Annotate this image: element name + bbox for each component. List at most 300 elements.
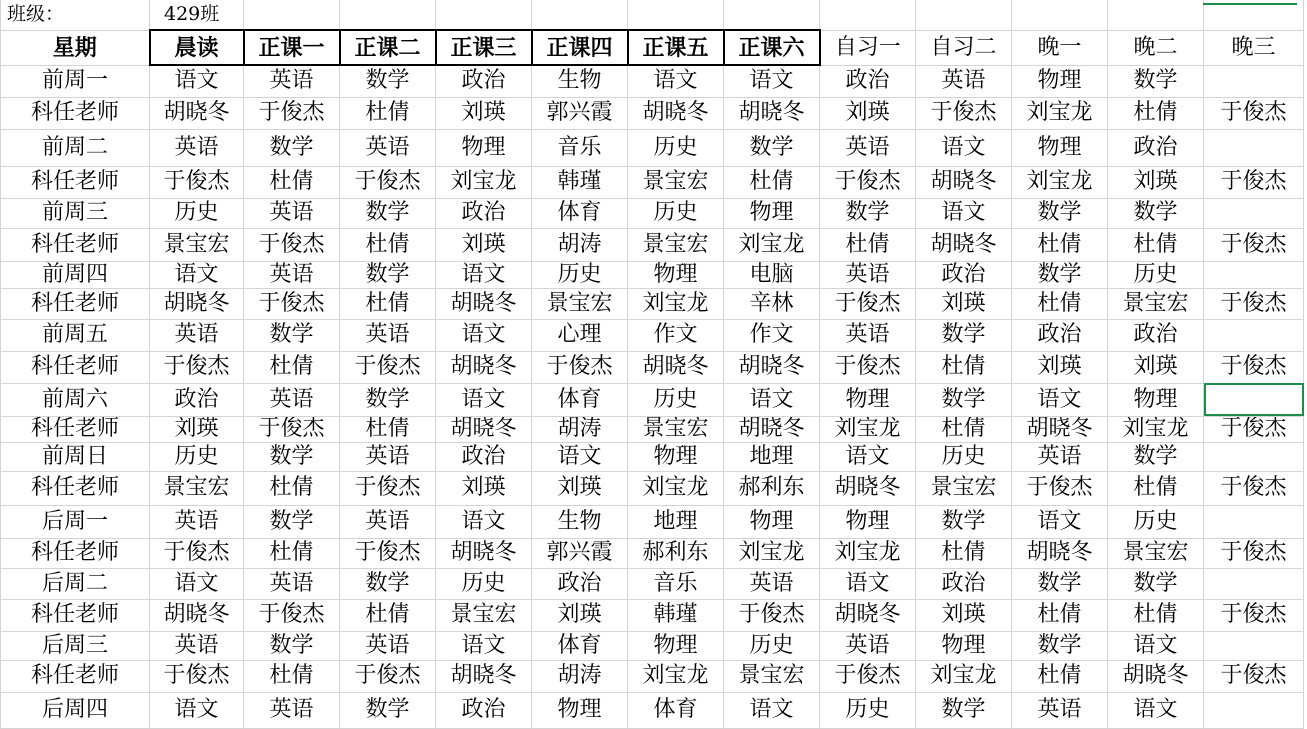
teacher-cell[interactable]: 刘宝龙 [628, 471, 724, 505]
subject-cell[interactable]: 英语 [340, 319, 436, 351]
subject-cell[interactable]: 数学 [1108, 568, 1204, 599]
teacher-cell[interactable]: 刘瑛 [916, 599, 1012, 631]
weekday-label[interactable]: 前周六 [1, 383, 150, 416]
subject-cell[interactable] [1204, 129, 1304, 166]
teacher-cell[interactable]: 于俊杰 [820, 351, 916, 383]
teacher-cell[interactable]: 辛林 [724, 288, 820, 319]
header-period[interactable]: 正课五 [628, 30, 724, 65]
teacher-cell[interactable]: 刘瑛 [150, 416, 244, 442]
subject-cell[interactable]: 数学 [244, 505, 340, 538]
empty-cell[interactable] [724, 0, 820, 30]
teacher-cell[interactable]: 于俊杰 [150, 538, 244, 568]
subject-cell[interactable]: 语文 [820, 568, 916, 599]
teacher-row-label[interactable]: 科任老师 [1, 166, 150, 198]
subject-cell[interactable] [1204, 505, 1304, 538]
subject-cell[interactable]: 政治 [820, 65, 916, 97]
class-value[interactable]: 429班 [150, 0, 244, 30]
teacher-cell[interactable]: 于俊杰 [1204, 288, 1304, 319]
teacher-cell[interactable]: 胡晓冬 [724, 416, 820, 442]
teacher-cell[interactable]: 于俊杰 [724, 599, 820, 631]
teacher-cell[interactable]: 胡晓冬 [436, 538, 532, 568]
class-label[interactable]: 班级： [1, 0, 150, 30]
subject-cell[interactable]: 政治 [916, 568, 1012, 599]
teacher-cell[interactable]: 杜倩 [1012, 288, 1108, 319]
subject-cell[interactable]: 语文 [436, 505, 532, 538]
subject-cell[interactable]: 历史 [150, 198, 244, 228]
teacher-row-label[interactable]: 科任老师 [1, 288, 150, 319]
subject-cell[interactable]: 数学 [1012, 631, 1108, 660]
teacher-cell[interactable]: 杜倩 [916, 351, 1012, 383]
subject-cell[interactable]: 英语 [244, 383, 340, 416]
subject-cell[interactable]: 作文 [628, 319, 724, 351]
subject-cell[interactable]: 电脑 [724, 261, 820, 288]
header-period[interactable]: 正课六 [724, 30, 820, 65]
teacher-cell[interactable]: 杜倩 [244, 166, 340, 198]
subject-cell[interactable]: 英语 [820, 319, 916, 351]
subject-row [1, 692, 1304, 728]
weekday-label[interactable]: 前周日 [1, 442, 150, 471]
teacher-cell[interactable]: 景宝宏 [628, 228, 724, 261]
teacher-cell[interactable]: 胡晓冬 [1012, 538, 1108, 568]
empty-cell[interactable] [628, 0, 724, 30]
subject-cell[interactable]: 英语 [820, 261, 916, 288]
teacher-cell[interactable]: 胡晓冬 [724, 97, 820, 129]
teacher-cell[interactable]: 刘宝龙 [436, 166, 532, 198]
subject-cell[interactable]: 英语 [1012, 442, 1108, 471]
weekday-label[interactable]: 前周一 [1, 65, 150, 97]
teacher-cell[interactable]: 杜倩 [340, 288, 436, 319]
subject-cell[interactable]: 生物 [532, 505, 628, 538]
subject-cell[interactable] [1204, 261, 1304, 288]
subject-cell[interactable]: 数学 [916, 505, 1012, 538]
subject-cell[interactable]: 物理 [724, 505, 820, 538]
subject-cell[interactable]: 音乐 [532, 129, 628, 166]
teacher-cell[interactable]: 杜倩 [340, 416, 436, 442]
subject-cell[interactable]: 语文 [628, 65, 724, 97]
subject-cell[interactable]: 英语 [340, 129, 436, 166]
subject-cell[interactable]: 数学 [1108, 65, 1204, 97]
teacher-cell[interactable]: 刘宝龙 [1012, 97, 1108, 129]
weekday-label[interactable]: 后周二 [1, 568, 150, 599]
subject-cell[interactable]: 生物 [532, 65, 628, 97]
teacher-cell[interactable]: 景宝宏 [916, 471, 1012, 505]
subject-cell[interactable]: 英语 [820, 129, 916, 166]
subject-cell[interactable]: 历史 [628, 198, 724, 228]
subject-cell[interactable]: 物理 [1012, 129, 1108, 166]
teacher-cell[interactable]: 于俊杰 [340, 660, 436, 692]
teacher-cell[interactable]: 胡晓冬 [150, 288, 244, 319]
subject-cell[interactable]: 英语 [244, 261, 340, 288]
teacher-cell[interactable]: 于俊杰 [1204, 599, 1304, 631]
subject-cell[interactable]: 英语 [150, 505, 244, 538]
teacher-cell[interactable]: 于俊杰 [150, 351, 244, 383]
subject-cell[interactable]: 语文 [150, 261, 244, 288]
header-period[interactable]: 自习一 [820, 30, 916, 65]
teacher-cell[interactable]: 刘瑛 [916, 288, 1012, 319]
empty-cell[interactable] [916, 0, 1012, 30]
subject-cell[interactable]: 历史 [724, 631, 820, 660]
subject-cell[interactable]: 数学 [820, 198, 916, 228]
subject-cell[interactable]: 历史 [150, 442, 244, 471]
subject-cell[interactable]: 数学 [340, 198, 436, 228]
subject-cell[interactable] [1204, 631, 1304, 660]
subject-cell[interactable]: 政治 [1108, 129, 1204, 166]
subject-cell[interactable]: 体育 [532, 383, 628, 416]
teacher-cell[interactable]: 胡晓冬 [628, 351, 724, 383]
teacher-cell[interactable]: 刘瑛 [1012, 351, 1108, 383]
teacher-cell[interactable]: 刘宝龙 [628, 660, 724, 692]
teacher-cell[interactable]: 刘宝龙 [820, 538, 916, 568]
teacher-cell[interactable]: 于俊杰 [244, 228, 340, 261]
teacher-cell[interactable]: 于俊杰 [820, 660, 916, 692]
teacher-cell[interactable]: 景宝宏 [724, 660, 820, 692]
subject-cell[interactable]: 数学 [916, 319, 1012, 351]
teacher-cell[interactable]: 胡晓冬 [916, 166, 1012, 198]
teacher-cell[interactable]: 杜倩 [244, 471, 340, 505]
subject-cell[interactable]: 物理 [820, 383, 916, 416]
subject-cell[interactable] [1204, 692, 1304, 728]
teacher-cell[interactable]: 刘宝龙 [820, 416, 916, 442]
teacher-cell[interactable]: 刘宝龙 [724, 228, 820, 261]
teacher-cell[interactable]: 景宝宏 [150, 471, 244, 505]
subject-cell[interactable]: 英语 [340, 505, 436, 538]
teacher-cell[interactable]: 刘瑛 [436, 471, 532, 505]
teacher-cell[interactable]: 杜倩 [340, 228, 436, 261]
teacher-row-label[interactable]: 科任老师 [1, 660, 150, 692]
teacher-cell[interactable]: 杜倩 [1012, 599, 1108, 631]
teacher-cell[interactable]: 于俊杰 [244, 288, 340, 319]
empty-cell[interactable] [820, 0, 916, 30]
subject-cell[interactable]: 政治 [436, 442, 532, 471]
subject-cell[interactable]: 地理 [628, 505, 724, 538]
subject-cell[interactable]: 语文 [1108, 692, 1204, 728]
teacher-cell[interactable]: 杜倩 [340, 599, 436, 631]
subject-cell[interactable]: 语文 [1012, 505, 1108, 538]
subject-cell[interactable]: 历史 [436, 568, 532, 599]
teacher-cell[interactable]: 景宝宏 [1108, 288, 1204, 319]
subject-cell[interactable]: 政治 [436, 692, 532, 728]
teacher-cell[interactable]: 刘宝龙 [1108, 416, 1204, 442]
empty-cell[interactable] [1108, 0, 1204, 30]
subject-cell[interactable]: 英语 [820, 631, 916, 660]
teacher-cell[interactable]: 刘瑛 [1108, 166, 1204, 198]
subject-cell[interactable]: 政治 [436, 65, 532, 97]
subject-cell[interactable]: 语文 [436, 631, 532, 660]
empty-cell[interactable] [1012, 0, 1108, 30]
subject-cell[interactable]: 英语 [244, 65, 340, 97]
teacher-cell[interactable]: 胡晓冬 [820, 599, 916, 631]
teacher-cell[interactable]: 杜倩 [1012, 228, 1108, 261]
subject-cell[interactable]: 物理 [532, 692, 628, 728]
teacher-cell[interactable]: 郭兴霞 [532, 538, 628, 568]
empty-cell[interactable] [244, 0, 340, 30]
teacher-row-label[interactable]: 科任老师 [1, 228, 150, 261]
subject-cell[interactable]: 语文 [150, 65, 244, 97]
teacher-cell[interactable]: 胡晓冬 [150, 97, 244, 129]
teacher-cell[interactable]: 于俊杰 [1204, 228, 1304, 261]
subject-cell[interactable]: 历史 [628, 383, 724, 416]
teacher-cell[interactable]: 于俊杰 [820, 288, 916, 319]
teacher-cell[interactable]: 杜倩 [724, 166, 820, 198]
teacher-row-label[interactable]: 科任老师 [1, 351, 150, 383]
subject-cell[interactable] [1204, 65, 1304, 97]
teacher-cell[interactable]: 刘瑛 [436, 97, 532, 129]
teacher-row-label[interactable]: 科任老师 [1, 416, 150, 442]
teacher-cell[interactable]: 于俊杰 [340, 538, 436, 568]
teacher-cell[interactable]: 韩瑾 [628, 599, 724, 631]
teacher-cell[interactable]: 胡晓冬 [820, 471, 916, 505]
subject-cell[interactable]: 语文 [1108, 631, 1204, 660]
teacher-cell[interactable]: 于俊杰 [244, 416, 340, 442]
weekday-label[interactable]: 前周二 [1, 129, 150, 166]
empty-cell[interactable] [532, 0, 628, 30]
header-period[interactable]: 晚一 [1012, 30, 1108, 65]
teacher-cell[interactable]: 于俊杰 [1204, 660, 1304, 692]
teacher-row-label[interactable]: 科任老师 [1, 471, 150, 505]
teacher-cell[interactable]: 杜倩 [916, 538, 1012, 568]
header-period[interactable]: 正课四 [532, 30, 628, 65]
teacher-cell[interactable]: 胡涛 [532, 228, 628, 261]
subject-cell[interactable]: 政治 [532, 568, 628, 599]
subject-cell[interactable]: 物理 [820, 505, 916, 538]
header-period[interactable]: 自习二 [916, 30, 1012, 65]
subject-cell[interactable]: 英语 [244, 692, 340, 728]
teacher-cell[interactable]: 于俊杰 [1204, 166, 1304, 198]
subject-cell[interactable]: 数学 [244, 129, 340, 166]
subject-cell[interactable]: 数学 [1012, 261, 1108, 288]
teacher-cell[interactable]: 于俊杰 [1204, 538, 1304, 568]
teacher-cell[interactable]: 刘瑛 [436, 228, 532, 261]
teacher-cell[interactable]: 景宝宏 [436, 599, 532, 631]
teacher-cell[interactable]: 杜倩 [244, 538, 340, 568]
teacher-cell[interactable]: 于俊杰 [340, 351, 436, 383]
subject-cell[interactable]: 英语 [150, 631, 244, 660]
teacher-cell[interactable]: 于俊杰 [1204, 351, 1304, 383]
teacher-cell[interactable]: 杜倩 [244, 351, 340, 383]
subject-cell[interactable]: 数学 [916, 383, 1012, 416]
teacher-cell[interactable]: 杜倩 [916, 416, 1012, 442]
teacher-cell[interactable]: 于俊杰 [1012, 471, 1108, 505]
teacher-cell[interactable]: 景宝宏 [628, 416, 724, 442]
teacher-cell[interactable]: 刘宝龙 [1012, 166, 1108, 198]
subject-cell[interactable]: 英语 [340, 442, 436, 471]
teacher-cell[interactable]: 于俊杰 [532, 351, 628, 383]
teacher-row-label[interactable]: 科任老师 [1, 599, 150, 631]
teacher-cell[interactable]: 胡晓冬 [150, 599, 244, 631]
subject-cell[interactable]: 数学 [244, 442, 340, 471]
teacher-cell[interactable]: 景宝宏 [150, 228, 244, 261]
teacher-cell[interactable]: 刘瑛 [1108, 351, 1204, 383]
subject-cell[interactable]: 语文 [436, 261, 532, 288]
subject-cell[interactable] [1204, 198, 1304, 228]
subject-cell[interactable]: 语文 [724, 692, 820, 728]
subject-cell[interactable]: 物理 [916, 631, 1012, 660]
weekday-label[interactable]: 前周四 [1, 261, 150, 288]
teacher-cell[interactable]: 杜倩 [1108, 228, 1204, 261]
teacher-cell[interactable]: 于俊杰 [150, 166, 244, 198]
teacher-cell[interactable]: 胡晓冬 [436, 288, 532, 319]
teacher-cell[interactable]: 景宝宏 [628, 166, 724, 198]
teacher-cell[interactable]: 胡晓冬 [436, 660, 532, 692]
subject-cell[interactable]: 物理 [1012, 65, 1108, 97]
teacher-cell[interactable]: 杜倩 [1108, 97, 1204, 129]
teacher-cell[interactable]: 于俊杰 [1204, 471, 1304, 505]
teacher-cell[interactable]: 郭兴霞 [532, 97, 628, 129]
subject-cell[interactable]: 语文 [724, 383, 820, 416]
subject-cell[interactable]: 英语 [1012, 692, 1108, 728]
subject-cell[interactable]: 政治 [1108, 319, 1204, 351]
teacher-cell[interactable]: 于俊杰 [244, 97, 340, 129]
teacher-cell[interactable]: 刘宝龙 [916, 660, 1012, 692]
subject-cell[interactable]: 数学 [1108, 198, 1204, 228]
subject-cell[interactable]: 英语 [724, 568, 820, 599]
subject-cell[interactable]: 英语 [150, 129, 244, 166]
subject-cell[interactable]: 语文 [150, 692, 244, 728]
subject-cell[interactable]: 语文 [436, 319, 532, 351]
subject-cell[interactable]: 语文 [1012, 383, 1108, 416]
subject-cell[interactable]: 音乐 [628, 568, 724, 599]
teacher-cell[interactable]: 于俊杰 [340, 166, 436, 198]
subject-cell[interactable]: 语文 [820, 442, 916, 471]
teacher-cell[interactable]: 胡晓冬 [1012, 416, 1108, 442]
subject-cell[interactable]: 英语 [244, 568, 340, 599]
teacher-cell[interactable]: 于俊杰 [1204, 97, 1304, 129]
teacher-cell[interactable]: 郝利东 [724, 471, 820, 505]
subject-cell[interactable]: 政治 [436, 198, 532, 228]
subject-cell[interactable]: 心理 [532, 319, 628, 351]
subject-cell[interactable] [1204, 568, 1304, 599]
teacher-cell[interactable]: 景宝宏 [1108, 538, 1204, 568]
teacher-cell[interactable]: 杜倩 [1108, 599, 1204, 631]
teacher-cell[interactable]: 胡晓冬 [628, 97, 724, 129]
teacher-cell[interactable]: 于俊杰 [916, 97, 1012, 129]
subject-cell[interactable]: 语文 [436, 383, 532, 416]
teacher-cell[interactable]: 胡晓冬 [916, 228, 1012, 261]
teacher-cell[interactable]: 于俊杰 [244, 599, 340, 631]
teacher-cell[interactable]: 胡晓冬 [436, 416, 532, 442]
subject-cell[interactable]: 历史 [532, 261, 628, 288]
subject-cell[interactable]: 数学 [1012, 198, 1108, 228]
teacher-cell[interactable]: 于俊杰 [820, 166, 916, 198]
teacher-cell[interactable]: 杜倩 [1108, 471, 1204, 505]
subject-cell[interactable]: 数学 [340, 568, 436, 599]
header-period[interactable]: 正课三 [436, 30, 532, 65]
header-period[interactable]: 晚三 [1204, 30, 1304, 65]
weekday-label[interactable]: 前周三 [1, 198, 150, 228]
subject-cell[interactable]: 地理 [724, 442, 820, 471]
subject-cell[interactable] [1204, 319, 1304, 351]
subject-cell[interactable]: 历史 [820, 692, 916, 728]
subject-cell[interactable]: 数学 [1108, 442, 1204, 471]
subject-cell[interactable]: 语文 [532, 442, 628, 471]
subject-cell[interactable]: 政治 [150, 383, 244, 416]
subject-cell[interactable]: 物理 [628, 442, 724, 471]
teacher-cell[interactable]: 景宝宏 [532, 288, 628, 319]
header-period[interactable]: 正课二 [340, 30, 436, 65]
subject-cell[interactable] [1204, 383, 1304, 416]
teacher-cell[interactable]: 郝利东 [628, 538, 724, 568]
weekday-label[interactable]: 前周五 [1, 319, 150, 351]
subject-cell[interactable]: 英语 [244, 198, 340, 228]
teacher-row-label[interactable]: 科任老师 [1, 538, 150, 568]
header-period[interactable]: 正课一 [244, 30, 340, 65]
teacher-cell[interactable]: 杜倩 [1012, 660, 1108, 692]
teacher-cell[interactable]: 胡晓冬 [724, 351, 820, 383]
subject-cell[interactable]: 数学 [340, 383, 436, 416]
subject-cell[interactable]: 体育 [628, 692, 724, 728]
teacher-cell[interactable]: 胡涛 [532, 416, 628, 442]
subject-cell[interactable]: 数学 [916, 692, 1012, 728]
subject-cell[interactable] [1204, 442, 1304, 471]
subject-cell[interactable]: 历史 [916, 442, 1012, 471]
subject-cell[interactable]: 语文 [150, 568, 244, 599]
teacher-cell[interactable]: 杜倩 [820, 228, 916, 261]
teacher-cell[interactable]: 杜倩 [244, 660, 340, 692]
subject-cell[interactable]: 数学 [340, 692, 436, 728]
teacher-cell[interactable]: 刘瑛 [820, 97, 916, 129]
teacher-cell[interactable]: 胡涛 [532, 660, 628, 692]
subject-cell[interactable]: 政治 [1012, 319, 1108, 351]
subject-cell[interactable]: 体育 [532, 198, 628, 228]
teacher-cell[interactable]: 杜倩 [340, 97, 436, 129]
teacher-cell[interactable]: 刘瑛 [532, 471, 628, 505]
teacher-cell[interactable]: 于俊杰 [340, 471, 436, 505]
subject-cell[interactable]: 数学 [1012, 568, 1108, 599]
empty-cell[interactable] [436, 0, 532, 30]
subject-cell[interactable]: 语文 [724, 65, 820, 97]
subject-cell[interactable]: 英语 [340, 631, 436, 660]
teacher-cell[interactable]: 刘宝龙 [628, 288, 724, 319]
header-period[interactable]: 晚二 [1108, 30, 1204, 65]
subject-cell[interactable]: 数学 [244, 631, 340, 660]
teacher-cell[interactable]: 于俊杰 [1204, 416, 1304, 442]
subject-cell[interactable]: 体育 [532, 631, 628, 660]
weekday-label[interactable]: 后周四 [1, 692, 150, 728]
subject-cell[interactable]: 物理 [1108, 383, 1204, 416]
empty-cell[interactable] [340, 0, 436, 30]
subject-cell[interactable]: 历史 [628, 129, 724, 166]
teacher-cell[interactable]: 胡晓冬 [1108, 660, 1204, 692]
teacher-cell[interactable]: 胡晓冬 [436, 351, 532, 383]
subject-cell[interactable]: 历史 [1108, 505, 1204, 538]
subject-cell[interactable]: 语文 [916, 129, 1012, 166]
weekday-label[interactable]: 后周一 [1, 505, 150, 538]
subject-cell[interactable]: 政治 [916, 261, 1012, 288]
subject-cell[interactable]: 历史 [1108, 261, 1204, 288]
subject-cell[interactable]: 语文 [916, 198, 1012, 228]
subject-row [1, 442, 1304, 471]
subject-cell[interactable]: 英语 [916, 65, 1012, 97]
subject-cell[interactable]: 数学 [340, 65, 436, 97]
subject-cell[interactable]: 物理 [724, 198, 820, 228]
teacher-cell[interactable]: 于俊杰 [150, 660, 244, 692]
teacher-cell[interactable]: 刘瑛 [532, 599, 628, 631]
subject-cell[interactable]: 物理 [436, 129, 532, 166]
subject-cell[interactable]: 数学 [340, 261, 436, 288]
teacher-row-label[interactable]: 科任老师 [1, 97, 150, 129]
subject-cell[interactable]: 英语 [150, 319, 244, 351]
subject-cell[interactable]: 数学 [244, 319, 340, 351]
weekday-label[interactable]: 后周三 [1, 631, 150, 660]
teacher-cell[interactable]: 韩瑾 [532, 166, 628, 198]
header-weekday[interactable]: 星期 [1, 30, 150, 65]
header-period[interactable]: 晨读 [150, 30, 244, 65]
subject-cell[interactable]: 物理 [628, 261, 724, 288]
subject-cell[interactable]: 作文 [724, 319, 820, 351]
subject-cell[interactable]: 物理 [628, 631, 724, 660]
teacher-cell[interactable]: 刘宝龙 [724, 538, 820, 568]
subject-cell[interactable]: 数学 [724, 129, 820, 166]
